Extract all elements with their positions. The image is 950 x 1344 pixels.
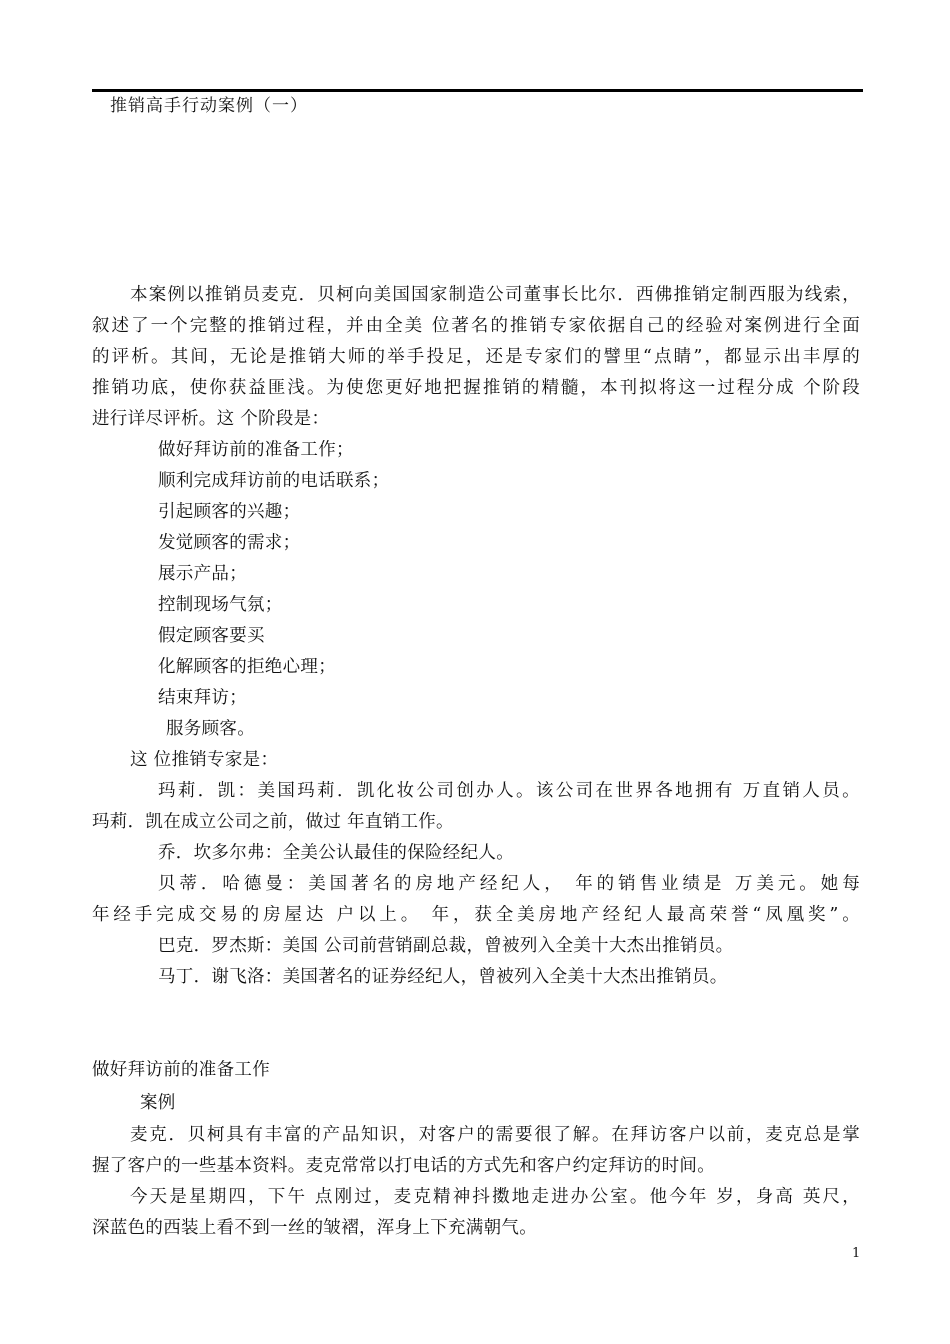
document-header-title: 推销高手行动案例（一）: [110, 96, 308, 116]
intro-line-2: 叙述了一个完整的推销过程，并由全美 位著名的推销专家依据自己的经验对案例进行全面: [92, 316, 860, 336]
intro-line-3: 的评析。其间，无论是推销大师的举手投足，还是专家们的譬里“点睛”，都显示出丰厚的: [92, 347, 860, 367]
page-number: 1: [852, 1246, 861, 1261]
stage-item: 引起顾客的兴趣；: [158, 502, 301, 522]
section-line-2: 握了客户的一些基本资料。麦克常常以打电话的方式先和客户约定拜访的时间。: [92, 1156, 715, 1176]
section-line-1: 麦克．贝柯具有丰富的产品知识，对客户的需要很了解。在拜访客户以前，麦克总是掌: [130, 1125, 860, 1145]
intro-line-5: 进行详尽评析。这 个阶段是：: [92, 409, 330, 429]
case-label: 案例: [140, 1093, 176, 1113]
expert-line-3: 乔．坎多尔弗：全美公认最佳的保险经纪人。: [158, 843, 514, 863]
expert-line-6: 巴克．罗杰斯：美国 公司前营销副总裁，曾被列入全美十大杰出推销员。: [158, 936, 734, 956]
intro-line-1: 本案例以推销员麦克．贝柯向美国国家制造公司董事长比尔．西佛推销定制西服为线索，: [130, 285, 860, 305]
stage-item: 做好拜访前的准备工作；: [158, 440, 354, 460]
expert-line-2: 玛莉．凯在成立公司之前，做过 年直销工作。: [92, 812, 454, 832]
expert-line-1: 玛莉．凯：美国玛莉．凯化妆公司创办人。该公司在世界各地拥有 万直销人员。: [158, 781, 860, 801]
stage-item: 展示产品；: [158, 564, 247, 584]
stage-item: 假定顾客要买: [158, 626, 265, 646]
stage-item: 服务顾客。: [166, 719, 255, 739]
section-line-3: 今天是星期四，下午 点刚过，麦克精神抖擞地走进办公室。他今年 岁，身高 英尺，: [130, 1187, 860, 1207]
section-title: 做好拜访前的准备工作: [92, 1060, 270, 1080]
experts-heading: 这 位推销专家是：: [130, 750, 279, 770]
header-rule: [92, 89, 863, 92]
stage-item: 控制现场气氛；: [158, 595, 283, 615]
stage-item: 顺利完成拜访前的电话联系；: [158, 471, 390, 491]
stage-item: 化解顾客的拒绝心理；: [158, 657, 336, 677]
expert-line-5: 年经手完成交易的房屋达 户以上。 年，获全美房地产经纪人最高荣誉“凤凰奖”。: [92, 905, 860, 925]
stage-item: 结束拜访；: [158, 688, 247, 708]
expert-line-7: 马丁．谢飞洛：美国著名的证券经纪人，曾被列入全美十大杰出推销员。: [158, 967, 728, 987]
intro-line-4: 推销功底，使你获益匪浅。为使您更好地把握推销的精髓，本刊拟将这一过程分成 个阶段: [92, 378, 860, 398]
stage-item: 发觉顾客的需求；: [158, 533, 301, 553]
expert-line-4: 贝蒂．哈德曼：美国著名的房地产经纪人， 年的销售业绩是 万美元。她每: [158, 874, 860, 894]
section-line-4: 深蓝色的西装上看不到一丝的皱褶，浑身上下充满朝气。: [92, 1218, 537, 1238]
